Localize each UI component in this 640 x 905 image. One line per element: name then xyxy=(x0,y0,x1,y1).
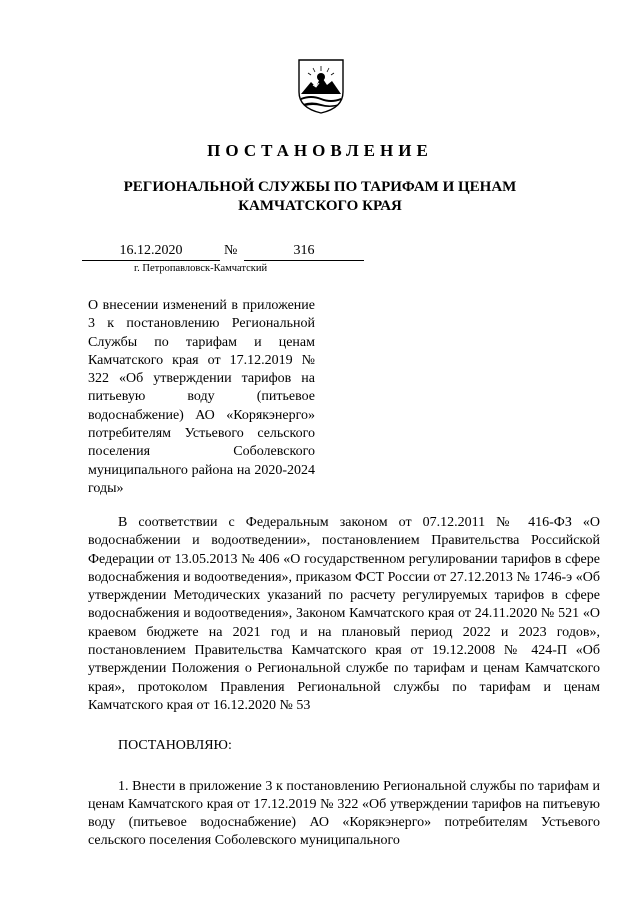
document-body xyxy=(88,514,600,851)
preamble-paragraph: В соответствии с Федеральным законом от 07.12.2011 № 416-ФЗ «О водоснабжении и водоотведении», постановлением Правительства Российской Федерации от 13.05.2013 № 406 «О государственном регулировании тарифов в сфере водоснабжения и водоотведения», приказом ФСТ России от 27.12.2013 № 1746-э «Об утверждении Методических указаний по расчету регулируемых тарифов в сфере водоснабжения и водоотведения», Законом Камчатского края от 24.11.2020 № 521 «О краевом бюджете на 2021 год и на плановый период 2022 и 2023 годов», постановлением Правительства Камчатского края от 19.12.2008 № 424-П «Об утверждении Положения о Региональной службе по тарифам и ценам Камчатского края», протоколом Правления Региональной службы по тарифам и ценам Камчатского края от 16.12.2020 № 53 xyxy=(88,515,600,713)
authority-line-1: РЕГИОНАЛЬНОЙ СЛУЖБЫ ПО ТАРИФАМ И ЦЕНАМ xyxy=(123,179,517,195)
document-date: 16.12.2020 xyxy=(82,243,220,261)
item-1-paragraph: 1. Внести в приложение 3 к постановлению Региональной службы по тарифам и ценам Камчатского края от 17.12.2019 № 322 «Об утверждении тарифов на питьевую воду (питьевое водоснабжение) АО «Корякэнерго» потребителям Устьевого сельского поселения Соболевского муниципального xyxy=(88,778,600,849)
document-number: 316 xyxy=(244,243,364,261)
decree-heading: ПОСТАНОВЛЯЮ: xyxy=(118,738,232,754)
authority-line-2: КАМЧАТСКОГО КРАЯ xyxy=(238,198,402,214)
kamchatka-coat-of-arms-icon xyxy=(297,58,345,114)
document-subject: О внесении изменений в приложение 3 к постановлению Региональной Службы по тарифам и ценам Камчатского края от 17.12.2019 № 322 «Об утверждении тарифов на питьевую воду (питьевое водоснабжение) АО «Корякэнерго» потребителям Устьевого сельского поселения Соболевского муниципального района на 2020-2024 годы» xyxy=(88,298,315,496)
document-city: г. Петропавловск-Камчатский xyxy=(134,263,268,274)
issuing-authority xyxy=(0,178,640,216)
document-type-title: ПОСТАНОВЛЕНИЕ xyxy=(207,141,433,160)
number-sign: № xyxy=(224,243,238,258)
